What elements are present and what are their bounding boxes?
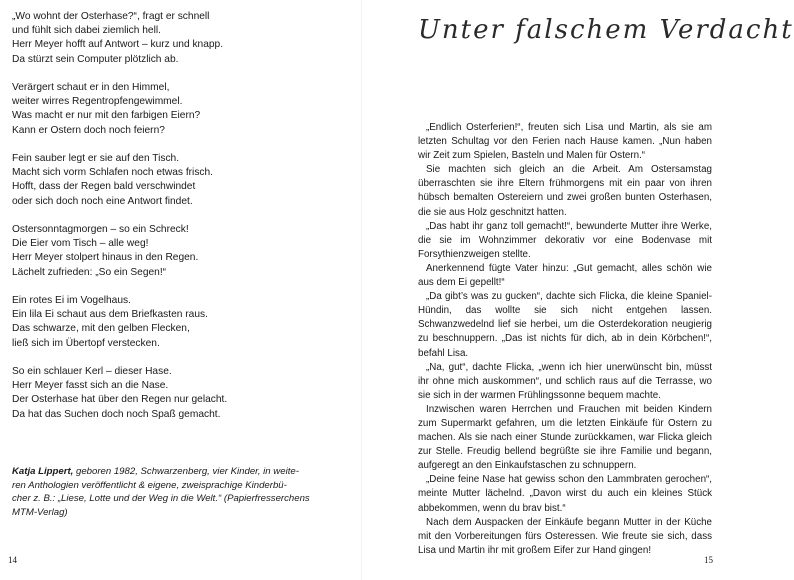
story-paragraph: Nach dem Auspacken der Einkäufe begann Mutter in der Küche mit den Vorbereitungen fürs Osteressen. Wie freute sie sich, dass Lisa und Martin ihr mit großem Eifer zur Hand gingen! xyxy=(418,516,712,556)
poem-line: und fühlt sich dabei ziemlich hell. xyxy=(12,25,161,37)
poem-line: Fein sauber legt er sie auf den Tisch. xyxy=(12,153,180,164)
poem-stanza xyxy=(12,294,342,351)
poem-line: Ein rotes Ei im Vogelhaus. xyxy=(12,295,131,306)
story-paragraph: „Das habt ihr ganz toll gemacht!“, bewunderte Mutter ihre Werke, die sie im Wohnzimmer dekorativ vor eine Bodenvase mit Forsythienzweigen stellte. xyxy=(418,220,712,260)
poem-line: Der Osterhase hat über den Regen nur gelacht. xyxy=(12,394,228,406)
poem-line: Ostersonntagmorgen – so ein Schreck! xyxy=(12,224,189,235)
story-paragraph: Anerkennend fügte Vater hinzu: „Gut gemacht, alles schön wie aus dem Ei gepellt!“ xyxy=(418,262,712,289)
story-title: Unter falschem Verdacht xyxy=(418,15,794,45)
poem-line: Die Eier vom Tisch – alle weg! xyxy=(12,238,149,250)
page-number-left: 14 xyxy=(8,555,17,565)
poem-line: ließ sich im Übertopf verstecken. xyxy=(12,337,160,349)
poem xyxy=(12,10,342,436)
story-paragraph: Inzwischen waren Herrchen und Frauchen mit beiden Kindern zum Supermarkt gefahren, um die letzten Einkäufe für Ostern zu machen. Als sie nach einer Stunde zurückkamen, war Flicka gleich zur Stelle. Freudig bellend begrüßte sie ihre Familie und begann, aufgeregt an den Einkaufstaschen zu schnuppern. xyxy=(418,403,712,472)
author-name: Katja Lippert, xyxy=(12,466,74,477)
poem-line: Lächelt zufrieden: „So ein Segen!“ xyxy=(12,266,167,278)
poem-line: So ein schlauer Kerl – dieser Hase. xyxy=(12,366,172,377)
story-paragraph: „Da gibt’s was zu gucken“, dachte sich Flicka, die kleine Spaniel-Hündin, das wollte sie sich nicht entgehen lassen. Schwanzwedelnd lief sie herbei, um die Osterdekoration neugierig zu beschnuppern. „Das ist nichts für dich, ab in dein Körbchen!“, befahl Lisa. xyxy=(418,291,712,359)
bio-text: cher z. B.: „Liese, Lotte und der Weg in die Welt.“ (Papierfresserchens xyxy=(12,493,310,505)
poem-line: Was macht er nur mit den farbigen Eiern? xyxy=(12,110,201,122)
poem-line: Herr Meyer fasst sich an die Nase. xyxy=(12,380,169,392)
poem-line: Da hat das Suchen doch noch Spaß gemacht. xyxy=(12,408,221,420)
poem-line: oder sich doch noch eine Antwort findet. xyxy=(12,195,193,207)
poem-stanza xyxy=(12,152,342,209)
poem-stanza xyxy=(12,10,342,67)
right-page xyxy=(362,0,794,580)
poem-line: Das schwarze, mit den gelben Flecken, xyxy=(12,323,190,335)
left-page xyxy=(0,0,362,580)
poem-line: Kann er Ostern doch noch feiern? xyxy=(12,124,165,136)
bio-text: geboren 1982, Schwarzenberg, vier Kinder, in weite- xyxy=(73,466,299,477)
poem-stanza xyxy=(12,81,342,138)
story-paragraph: „Deine feine Nase hat gewiss schon den Lammbraten gerochen“, meinte Mutter lächelnd. „Davon wirst du auch ein kleines Stück abbekommen, wenn du brav bist.“ xyxy=(418,474,712,514)
page-number-right: 15 xyxy=(704,555,713,565)
poem-line: Herr Meyer hofft auf Antwort – kurz und knapp. xyxy=(12,39,224,51)
poem-line: „Wo wohnt der Osterhase?“, fragt er schnell xyxy=(12,11,210,22)
author-bio xyxy=(12,465,342,519)
poem-line: Hofft, dass der Regen bald verschwindet xyxy=(12,181,196,193)
story-paragraph: Sie machten sich gleich an die Arbeit. Am Ostersamstag überraschten sie ihre Eltern frühmorgens mit ein paar von ihren hübsch bemalten Ostereiern und zwei großen bunten Osterhasen, die sie aus Holz geschnitzt hatten. xyxy=(418,164,712,218)
poem-line: Da stürzt sein Computer plötzlich ab. xyxy=(12,53,179,65)
poem-line: weiter wirres Regentropfengewimmel. xyxy=(12,96,183,108)
poem-line: Macht sich vorm Schlafen noch etwas frisch. xyxy=(12,167,213,179)
bio-text: ren Anthologien veröffentlicht & eigene, zweisprachige Kinderbü- xyxy=(12,479,287,491)
poem-line: Verärgert schaut er in den Himmel, xyxy=(12,82,170,93)
story-paragraph: „Endlich Osterferien!“, freuten sich Lisa und Martin, als sie am letzten Schultag vor den Ferien nach Hause kamen. „Nun haben wir Zeit zum Spielen, Basteln und Malen für Ostern.“ xyxy=(418,122,712,162)
story-paragraph: „Na, gut“, dachte Flicka, „wenn ich hier unerwünscht bin, müsst ihr ohne mich auskommen“, und schlich raus auf die Terrasse, wo sie sich in der warmen Frühlingssonne bequem machte. xyxy=(418,361,712,401)
poem-stanza xyxy=(12,365,342,422)
story-text xyxy=(418,121,712,558)
bio-text: MTM-Verlag) xyxy=(12,506,68,518)
poem-line: Herr Meyer stolpert hinaus in den Regen. xyxy=(12,252,199,264)
poem-stanza xyxy=(12,223,342,280)
poem-line: Ein lila Ei schaut aus dem Briefkasten raus. xyxy=(12,309,208,321)
